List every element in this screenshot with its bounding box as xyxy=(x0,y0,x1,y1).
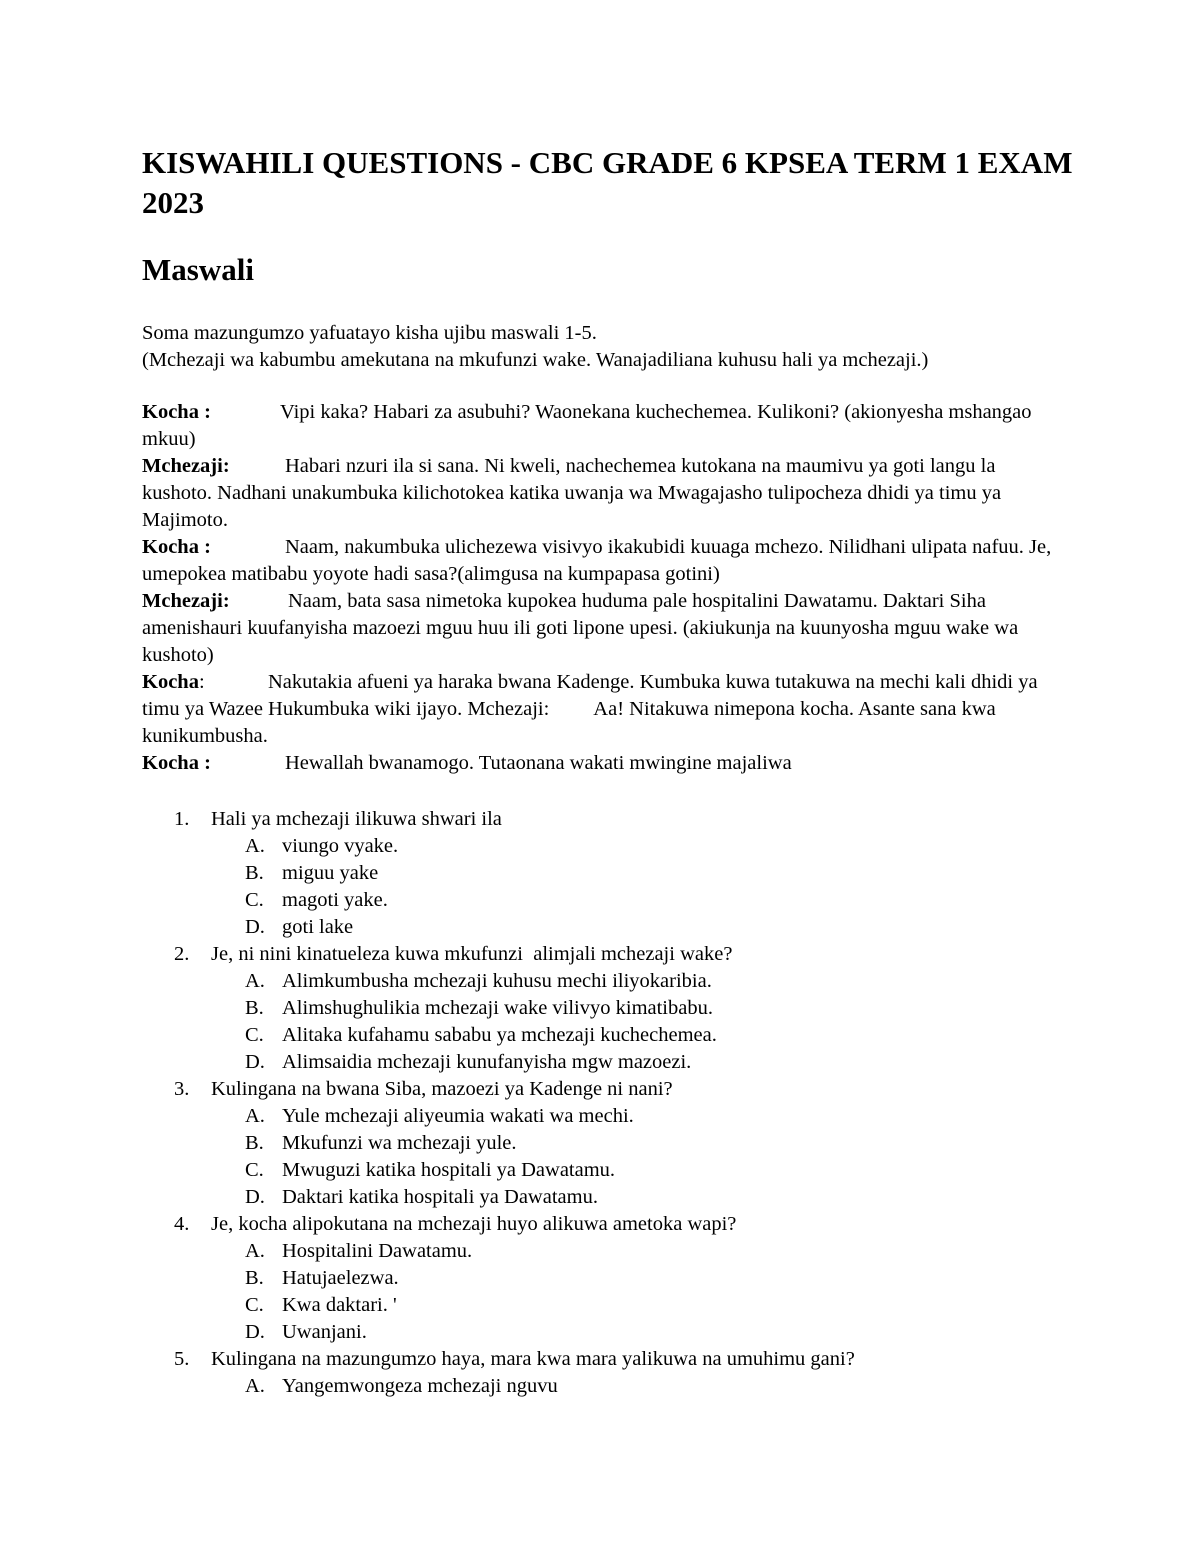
question-text: Kulingana na bwana Siba, mazoezi ya Kadenge ni nani? xyxy=(211,1078,673,1100)
question-number: 5. xyxy=(174,1348,190,1370)
speaker-label: Kocha xyxy=(142,671,199,693)
option-text: magoti yake. xyxy=(282,889,388,911)
option-letter: C. xyxy=(245,1024,264,1046)
answer-option xyxy=(142,1184,1082,1211)
dialogue-text: Naam, bata sasa nimetoka kupokea huduma pale hospitalini Dawatamu. Daktari Siha amenishauri kuufanyisha mazoezi mguu huu ili goti lipone upesi. (akiukunja na kuunyosha mguu wake wa kushoto) xyxy=(142,590,1019,666)
dialogue-text: Habari nzuri ila si sana. Ni kweli, nachechemea kutokana na maumivu ya goti langu la kushoto. Nadhani unakumbuka kilichotokea katika uwanja wa Mwagajasho tulipocheza dhidi ya timu ya Majimoto. xyxy=(142,455,1002,531)
option-letter: C. xyxy=(245,1159,264,1181)
option-text: Kwa daktari. ' xyxy=(282,1294,397,1316)
option-text: Alimsaidia mchezaji kunufanyisha mgw mazoezi. xyxy=(282,1051,692,1073)
option-letter: D. xyxy=(245,1186,265,1208)
option-text: Yule mchezaji aliyeumia wakati wa mechi. xyxy=(282,1105,634,1127)
answer-option xyxy=(142,1292,1082,1319)
option-letter: A. xyxy=(245,1240,265,1262)
answer-option xyxy=(142,887,1082,914)
dialogue-turn xyxy=(142,453,1062,534)
question-item xyxy=(142,941,1082,1076)
option-letter: D. xyxy=(245,1051,265,1073)
option-letter: C. xyxy=(245,889,264,911)
dialogue-text: Vipi kaka? Habari za asubuhi? Waonekana kuchechemea. Kulikoni? (akionyesha mshangao mkuu) xyxy=(142,401,1032,450)
answer-option xyxy=(142,1373,1082,1400)
answer-option xyxy=(142,860,1082,887)
question-text: Kulingana na mazungumzo haya, mara kwa mara yalikuwa na umuhimu gani? xyxy=(211,1348,855,1370)
option-text: miguu yake xyxy=(282,862,379,884)
answer-option xyxy=(142,1022,1082,1049)
dialogue-turn xyxy=(142,669,1062,750)
option-letter: C. xyxy=(245,1294,264,1316)
answer-option xyxy=(142,968,1082,995)
option-letter: A. xyxy=(245,835,265,857)
option-text: Mwuguzi katika hospitali ya Dawatamu. xyxy=(282,1159,616,1181)
option-letter: B. xyxy=(245,997,264,1019)
speaker-label: Mchezaji: xyxy=(142,455,230,477)
answer-option xyxy=(142,1319,1082,1346)
question-number: 2. xyxy=(174,943,190,965)
option-letter: D. xyxy=(245,1321,265,1343)
option-letter: D. xyxy=(245,916,265,938)
option-text: Alimshughulikia mchezaji wake vilivyo kimatibabu. xyxy=(282,997,713,1019)
dialogue-text: Naam, nakumbuka ulichezewa visivyo ikakubidi kuuaga mchezo. Nilidhani ulipata nafuu. Je, umepokea matibabu yoyote hadi sasa?(alimgusa na kumpapasa gotini) xyxy=(142,536,1052,585)
option-letter: A. xyxy=(245,970,265,992)
answer-option xyxy=(142,1238,1082,1265)
question-text: Je, ni nini kinatueleza kuwa mkufunzi alimjali mchezaji wake? xyxy=(211,943,733,965)
answer-option xyxy=(142,1103,1082,1130)
option-text: viungo vyake. xyxy=(282,835,399,857)
option-text: Uwanjani. xyxy=(282,1321,367,1343)
answer-option xyxy=(142,1130,1082,1157)
question-text: Je, kocha alipokutana na mchezaji huyo alikuwa ametoka wapi? xyxy=(211,1213,737,1235)
speaker-suffix: : xyxy=(198,671,205,693)
inline-dialogue-text: Aa! Nitakuwa nimepona kocha. Asante sana kwa kunikumbusha. xyxy=(142,698,996,747)
section-heading: Maswali xyxy=(142,252,254,287)
option-letter: B. xyxy=(245,1132,264,1154)
question-list xyxy=(142,806,1082,1400)
option-text: Daktari katika hospitali ya Dawatamu. xyxy=(282,1186,598,1208)
option-text: goti lake xyxy=(282,916,354,938)
dialogue xyxy=(142,399,1062,777)
speaker-label: Mchezaji: xyxy=(142,590,230,612)
question-item xyxy=(142,1076,1082,1211)
inline-speaker-label: Mchezaji: xyxy=(467,698,550,720)
question-item xyxy=(142,806,1082,941)
answer-option xyxy=(142,1049,1082,1076)
option-letter: A. xyxy=(245,1375,265,1397)
answer-option xyxy=(142,833,1082,860)
question-number: 3. xyxy=(174,1078,190,1100)
dialogue-text: Nakutakia afueni ya haraka bwana Kadenge. Kumbuka kuwa tutakuwa na mechi kali dhidi ya timu ya Wazee Hukumbuka wiki ijayo. xyxy=(142,671,1038,720)
option-letter: B. xyxy=(245,1267,264,1289)
option-letter: B. xyxy=(245,862,264,884)
option-letter: A. xyxy=(245,1105,265,1127)
question-text: Hali ya mchezaji ilikuwa shwari ila xyxy=(211,808,502,830)
answer-option xyxy=(142,914,1082,941)
speaker-label: Kocha : xyxy=(142,536,211,558)
answer-option xyxy=(142,995,1082,1022)
option-text: Mkufunzi wa mchezaji yule. xyxy=(282,1132,517,1154)
speaker-label: Kocha : xyxy=(142,401,211,423)
instruction-text: Soma mazungumzo yafuatayo kisha ujibu maswali 1-5. xyxy=(142,322,597,344)
question-item xyxy=(142,1346,1082,1400)
dialogue-turn xyxy=(142,750,1062,777)
option-text: Hospitalini Dawatamu. xyxy=(282,1240,473,1262)
question-number: 4. xyxy=(174,1213,190,1235)
answer-option xyxy=(142,1157,1082,1184)
answer-option xyxy=(142,1265,1082,1292)
option-text: Alitaka kufahamu sababu ya mchezaji kuchechemea. xyxy=(282,1024,717,1046)
dialogue-turn xyxy=(142,534,1062,588)
speaker-label: Kocha : xyxy=(142,752,211,774)
option-text: Hatujaelezwa. xyxy=(282,1267,399,1289)
dialogue-text: Hewallah bwanamogo. Tutaonana wakati mwingine majaliwa xyxy=(285,752,792,774)
question-item xyxy=(142,1211,1082,1346)
document-title: KISWAHILI QUESTIONS - CBC GRADE 6 KPSEA TERM 1 EXAM 2023 xyxy=(142,145,1073,220)
dialogue-turn xyxy=(142,588,1062,669)
instructions-block xyxy=(142,320,1082,374)
context-text: (Mchezaji wa kabumbu amekutana na mkufunzi wake. Wanajadiliana kuhusu hali ya mchezaji.) xyxy=(142,349,929,371)
question-number: 1. xyxy=(174,808,190,830)
option-text: Alimkumbusha mchezaji kuhusu mechi iliyokaribia. xyxy=(282,970,712,992)
option-text: Yangemwongeza mchezaji nguvu xyxy=(282,1375,558,1397)
dialogue-turn xyxy=(142,399,1062,453)
